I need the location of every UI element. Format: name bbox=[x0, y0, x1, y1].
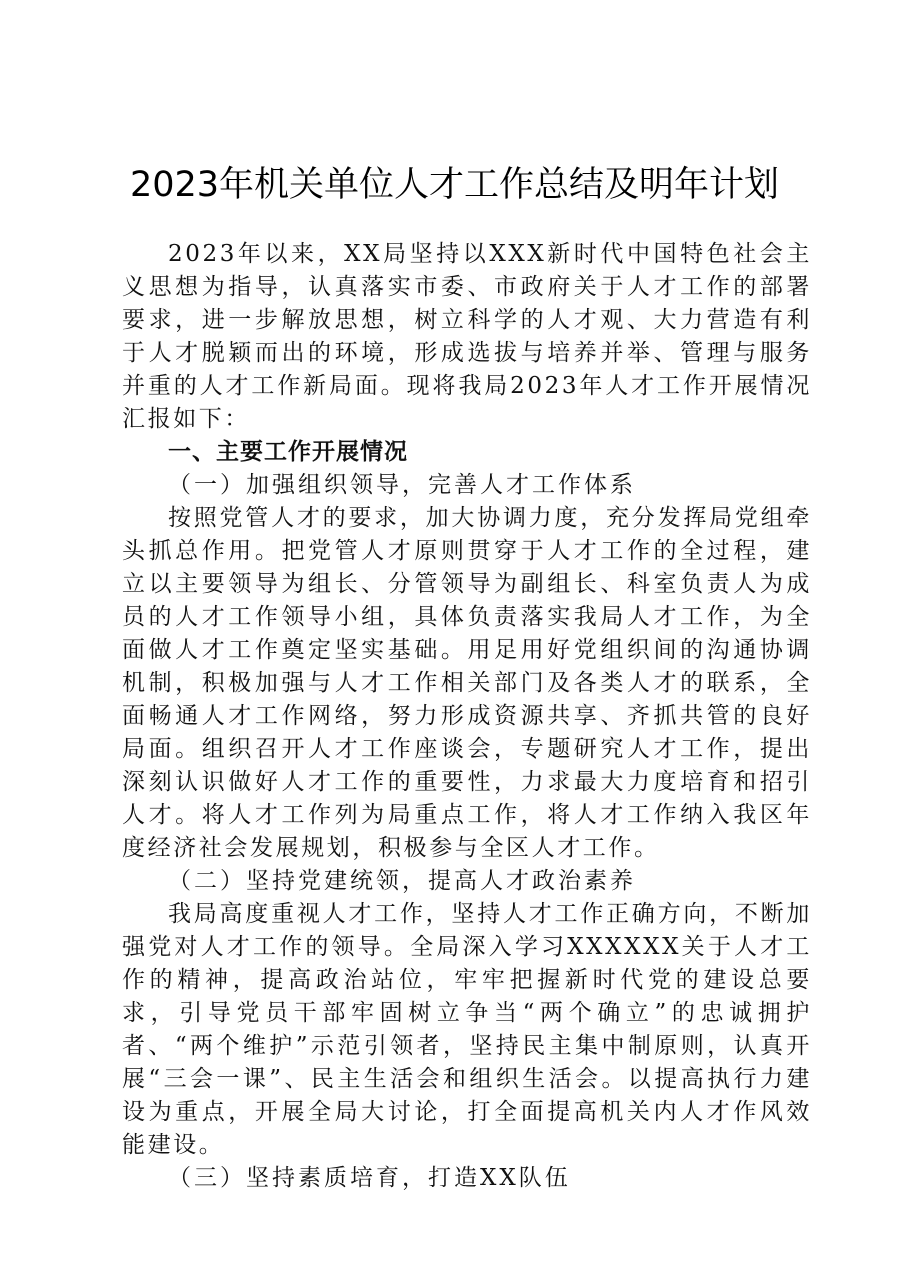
subsection-paragraph-1: 按照党管人才的要求，加大协调力度，充分发挥局党组牵头抓总作用。把党管人才原则贯穿于人才工作的全过程，建立以主要领导为组长、分管领导为副组长、科室负责人为成员的人才工作领导小组，具体负责落实我局人才工作，为全面做人才工作奠定坚实基础。用足用好党组织间的沟通协调机制，积极加强与人才工作相关部门及各类人才的联系，全面畅通人才工作网络，努力形成资源共享、齐抓共管的良好局面。组织召开人才工作座谈会，专题研究人才工作，提出深刻认识做好人才工作的重要性，力求最大力度培育和招引人才。将人才工作列为局重点工作，将人才工作纳入我区年度经济社会发展规划，积极参与全区人才工作。 bbox=[122, 505, 812, 861]
subsection-paragraph-2: 我局高度重视人才工作，坚持人才工作正确方向，不断加强党对人才工作的领导。全局深入学习XXXXXX关于人才工作的精神，提高政治站位，牢牢把握新时代党的建设总要求，引导党员干部牢固树立争当“两个确立”的忠诚拥护者、“两个维护”示范引领者，坚持民主集中制原则，认真开展“三会一课”、民主生活会和组织生活会。以提高执行力建设为重点，开展全局大讨论，打全面提高机关内人才作风效能建设。 bbox=[122, 901, 812, 1158]
subsection-heading-2: （二）坚持党建统领，提高人才政治素养 bbox=[168, 868, 636, 894]
subsection-heading-3: （三）坚持素质培育，打造XX队伍 bbox=[168, 1165, 571, 1191]
subsection-heading-1: （一）加强组织领导，完善人才工作体系 bbox=[168, 472, 636, 498]
intro-paragraph: 2023年以来，XX局坚持以XXX新时代中国特色社会主义思想为指导，认真落实市委、市政府关于人才工作的部署要求，进一步解放思想，树立科学的人才观、大力营造有利于人才脱颖而出的环境，形成选拔与培养并举、管理与服务并重的人才工作新局面。现将我局2023年人才工作开展情况汇报如下： bbox=[122, 241, 812, 432]
section-heading-1: 一、主要工作开展情况 bbox=[168, 439, 408, 465]
document-body bbox=[122, 238, 812, 1195]
document-title: 2023年机关单位人才工作总结及明年计划 bbox=[129, 165, 780, 205]
